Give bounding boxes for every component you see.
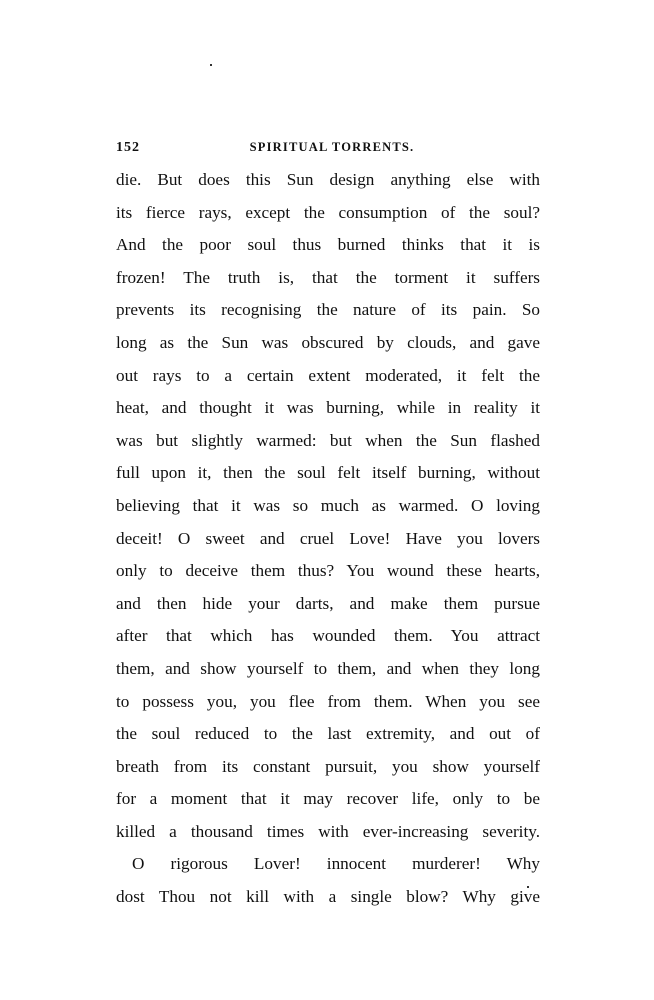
text-line: breath from its constant pursuit, you show yourself [116, 756, 540, 776]
text-line: O rigorous Lover! innocent murderer! Why [132, 854, 540, 874]
text-line: for a moment that it may recover life, only to be [116, 789, 540, 809]
text-line: to possess you, you flee from them. When you see [116, 691, 540, 711]
running-title: SPIRITUAL TORRENTS. [249, 140, 415, 154]
running-header [116, 140, 540, 162]
text-line: And the poor soul thus burned thinks that it is [116, 235, 540, 255]
text-line: killed a thousand times with ever-increasing severity. [116, 821, 540, 841]
text-line: out rays to a certain extent moderated, it felt the [116, 365, 540, 385]
text-line: long as the Sun was obscured by clouds, and gave [116, 332, 540, 352]
text-line: prevents its recognising the nature of its pain. So [116, 300, 540, 320]
text-line: the soul reduced to the last extremity, and out of [116, 724, 540, 744]
text-line: after that which has wounded them. You attract [116, 626, 540, 646]
text-line: dost Thou not kill with a single blow? Why give [116, 887, 540, 907]
text-line: die. But does this Sun design anything else with [116, 170, 540, 189]
text-line: heat, and thought it was burning, while in reality it [116, 398, 540, 418]
text-line: them, and show yourself to them, and when they long [116, 658, 540, 678]
text-line: and then hide your darts, and make them pursue [116, 593, 540, 613]
text-line: its fierce rays, except the consumption of the soul? [116, 202, 540, 222]
text-line: only to deceive them thus? You wound these hearts, [116, 561, 540, 581]
text-line: full upon it, then the soul felt itself burning, without [116, 463, 540, 483]
text-line: believing that it was so much as warmed. O loving [116, 495, 540, 515]
text-line: frozen! The truth is, that the torment it suffers [116, 267, 540, 287]
text-line: deceit! O sweet and cruel Love! Have you lovers [116, 528, 540, 548]
scan-speck [210, 64, 212, 66]
page-number: 152 [116, 140, 140, 155]
text-line: was but slightly warmed: but when the Sun flashed [116, 430, 540, 450]
page-text [116, 169, 540, 919]
